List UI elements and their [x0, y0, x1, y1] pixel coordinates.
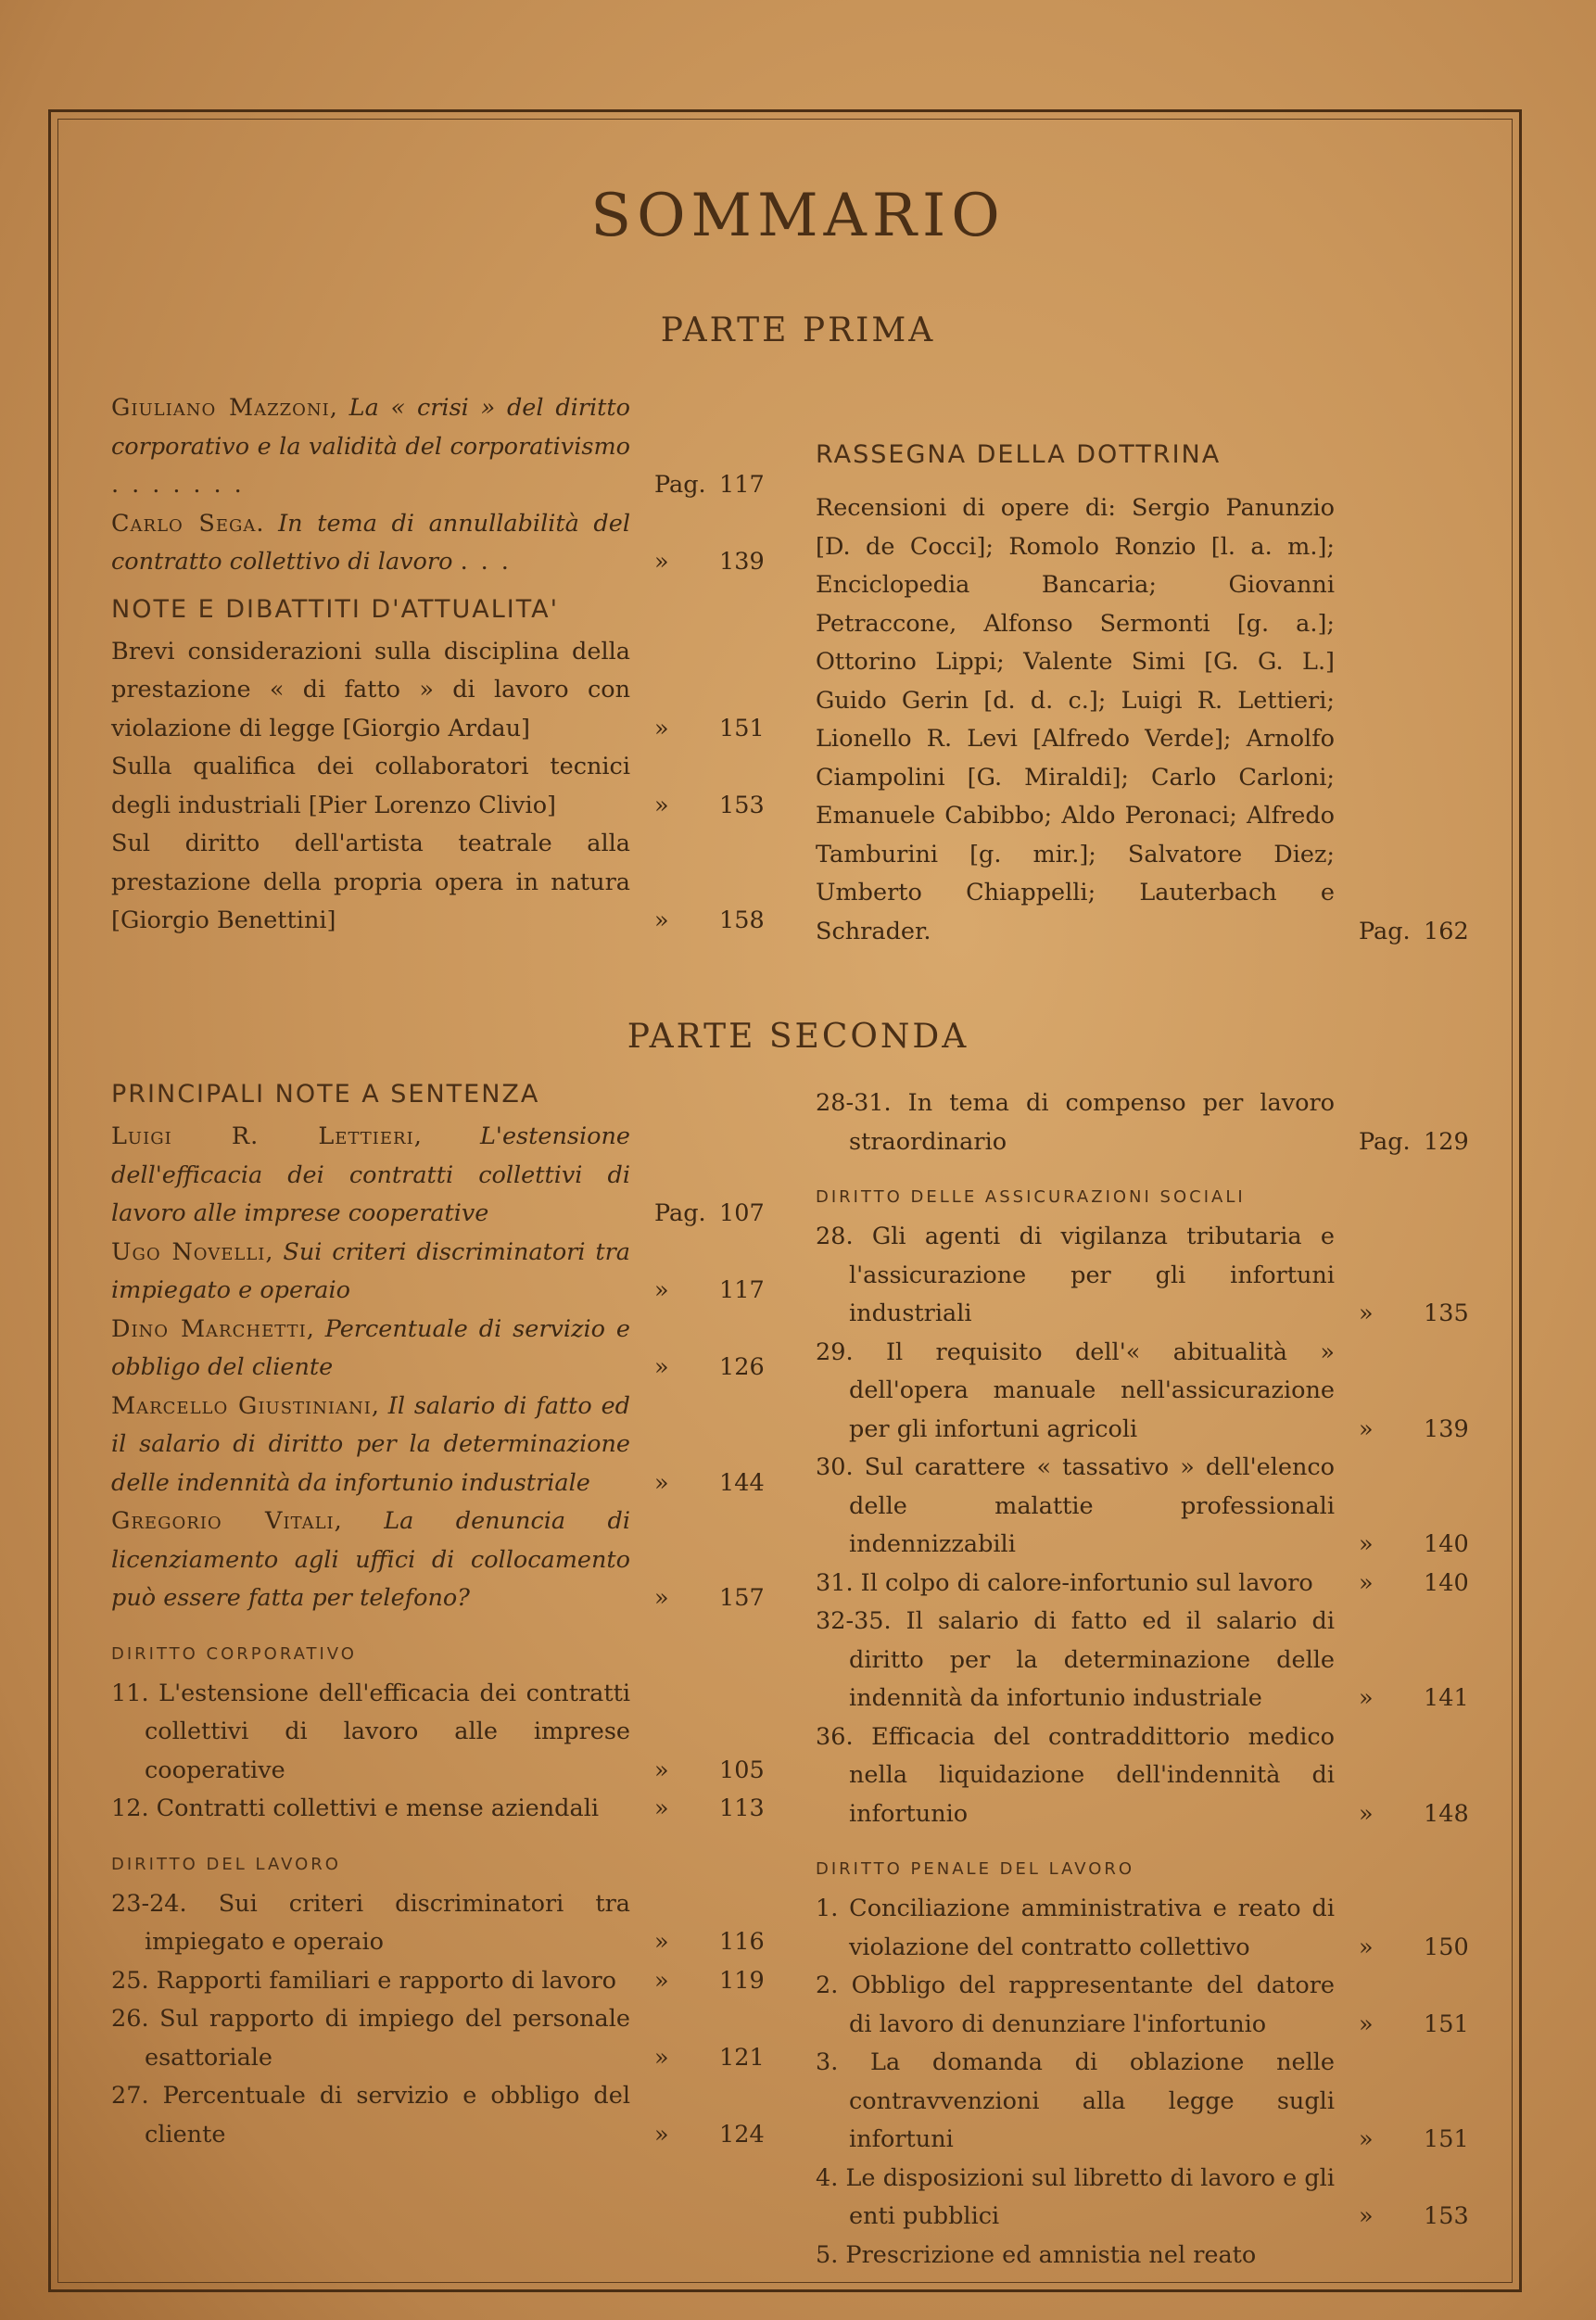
- page-number: 151: [1424, 2125, 1469, 2153]
- note-entry: Brevi considerazioni sulla disciplina della prestazione « di fatto » di lavoro con violazione di legge [Giorgio Ardau] » 151: [111, 633, 779, 749]
- page-number: 141: [1424, 1684, 1469, 1712]
- article-title: La « crisi » del diritto corporativo e la validità del corporativismo: [111, 394, 630, 461]
- note-entry: Marcello Giustiniani, Il salario di fatto ed il salario di diritto per la determinazione delle indennità da infortunio industriale » 144: [111, 1388, 779, 1503]
- list-item: 12. Contratti collettivi e mense aziendali » 113: [111, 1790, 779, 1829]
- note-entry: Gregorio Vitali, La denuncia di licenziamento agli uffici di collocamento può essere fatta per telefono? » 157: [111, 1502, 779, 1618]
- page-number: 151: [1424, 2009, 1469, 2038]
- list-item: 32-35. Il salario di fatto ed il salario di diritto per la determinazione delle indennità da infortunio industriale » 141: [816, 1603, 1483, 1718]
- note-entry: Ugo Novelli, Sui criteri discriminatori tra impiegato e operaio » 117: [111, 1234, 779, 1311]
- section-heading: DIRITTO DEL LAVORO: [111, 1854, 341, 1874]
- article-author: Carlo Sega: [111, 509, 257, 538]
- list-item: 11. L'estensione dell'efficacia dei contratti collettivi di lavoro alle imprese cooperative » 105: [111, 1675, 779, 1791]
- list-item: 2. Obbligo del rappresentante del datore di lavoro di denunziare l'infortunio » 151: [816, 1967, 1483, 2044]
- parte-seconda-right-column: [816, 1084, 1483, 2275]
- parte-seconda-heading: PARTE SECONDA: [627, 1018, 969, 1056]
- page-number: 158: [719, 906, 765, 934]
- list-item: 25. Rapporti familiari e rapporto di lavoro » 119: [111, 1962, 779, 2001]
- parte-prima-heading: PARTE PRIMA: [660, 311, 936, 349]
- page-title: SOMMARIO: [590, 182, 1006, 250]
- parte-seconda-left-column: [111, 1080, 779, 2154]
- section-heading: NOTE E DIBATTITI D'ATTUALITA': [111, 594, 560, 624]
- list-item: 31. Il colpo di calore-infortunio sul lavoro » 140: [816, 1565, 1483, 1604]
- note-entry: Luigi R. Lettieri, L'estensione dell'efficacia dei contratti collettivi di lavoro alle imprese cooperative Pag. 107: [111, 1118, 779, 1234]
- note-entry: Sulla qualifica dei collaboratori tecnici degli industriali [Pier Lorenzo Clivio] » 153: [111, 748, 779, 825]
- page-number: 148: [1424, 1799, 1469, 1828]
- page-number: 116: [719, 1928, 765, 1956]
- section-heading: DIRITTO PENALE DEL LAVORO: [816, 1859, 1135, 1879]
- page-number: 157: [719, 1584, 765, 1612]
- page-number: 113: [719, 1794, 765, 1822]
- rassegna-text: Recensioni di opere di: Sergio Panunzio [D. de Cocci]; Romolo Ronzio [l. a. m.]; Enciclopedia Bancaria; Giovanni Petraccone, Alfonso Sermonti [g. a.]; Ottorino Lippi; Valente Simi [G. G. L.] Guido Gerin [d. d. c.]; Luigi R. Lettieri; Lionello R. Levi [Alfredo Verde]; Arnolfo Ciampolini [G. Miraldi]; Carlo Carloni; Emanuele Cabibbo; Aldo Peronaci; Alfredo Tamburini [g. mir.]; Salvatore Diez; Umberto Chiappelli; Lauterbach e Schrader.: [816, 494, 1335, 945]
- list-item: 30. Sul carattere « tassativo » dell'elenco delle malattie professionali indennizzabili » 140: [816, 1449, 1483, 1565]
- page-number: 105: [719, 1756, 765, 1784]
- list-item: 4. Le disposizioni sul libretto di lavoro e gli enti pubblici » 153: [816, 2160, 1483, 2237]
- rassegna-entry: Recensioni di opere di: Sergio Panunzio [D. de Cocci]; Romolo Ronzio [l. a. m.]; Enciclopedia Bancaria; Giovanni Petraccone, Alfonso Sermonti [g. a.]; Ottorino Lippi; Valente Simi [G. G. L.] Guido Gerin [d. d. c.]; Luigi R. Lettieri; Lionello R. Levi [Alfredo Verde]; Arnolfo Ciampolini [G. Miraldi]; Carlo Carloni; Emanuele Cabibbo; Aldo Peronaci; Alfredo Tamburini [g. mir.]; Salvatore Diez; Umberto Chiappelli; Lauterbach e Schrader. Pag. 162: [816, 489, 1483, 951]
- page-number: 153: [719, 791, 765, 819]
- parte-prima-right-column: [816, 440, 1483, 951]
- page-number: 124: [719, 2120, 765, 2149]
- section-heading: DIRITTO DELLE ASSICURAZIONI SOCIALI: [816, 1187, 1246, 1207]
- page-number: 144: [719, 1468, 765, 1497]
- note-entry: Dino Marchetti, Percentuale di servizio e obbligo del cliente » 126: [111, 1311, 779, 1388]
- page-number: 140: [1424, 1568, 1469, 1597]
- list-item: 3. La domanda di oblazione nelle contravvenzioni alla legge sugli infortuni » 151: [816, 2044, 1483, 2160]
- page-number: 139: [1424, 1414, 1469, 1443]
- list-item: 28-31. In tema di compenso per lavoro straordinario Pag. 129: [816, 1084, 1483, 1161]
- section-heading: RASSEGNA DELLA DOTTRINA: [816, 440, 1222, 469]
- list-item: 27. Percentuale di servizio e obbligo del cliente » 124: [111, 2077, 779, 2154]
- list-item: 1. Conciliazione amministrativa e reato di violazione del contratto collettivo » 150: [816, 1890, 1483, 1967]
- article-entry: Giuliano Mazzoni, La « crisi » del diritto corporativo e la validità del corporativismo ....... Pag. 117: [111, 389, 779, 505]
- page-number: 139: [719, 548, 765, 576]
- page-number: 117: [719, 1276, 765, 1304]
- page-number: 117: [719, 471, 765, 499]
- list-item: 36. Efficacia del contraddittorio medico nella liquidazione dell'indennità di infortunio » 148: [816, 1718, 1483, 1834]
- page-number: 126: [719, 1353, 765, 1381]
- note-entry: Sul diritto dell'artista teatrale alla prestazione della propria opera in natura [Giorgio Benettini] » 158: [111, 825, 779, 941]
- list-item: 23-24. Sui criteri discriminatori tra impiegato e operaio » 116: [111, 1885, 779, 1962]
- page-number: 140: [1424, 1530, 1469, 1558]
- list-item: 28. Gli agenti di vigilanza tributaria e l'assicurazione per gli infortuni industriali » 135: [816, 1218, 1483, 1334]
- list-item: 26. Sul rapporto di impiego del personale esattoriale » 121: [111, 2000, 779, 2077]
- page-number: 107: [719, 1199, 765, 1227]
- page-number: 153: [1424, 2202, 1469, 2230]
- section-heading: PRINCIPALI NOTE A SENTENZA: [111, 1080, 540, 1109]
- parte-prima-left-column: [111, 389, 779, 941]
- page-number: 150: [1424, 1933, 1469, 1961]
- page-number: 121: [719, 2043, 765, 2072]
- page-number: 151: [719, 714, 765, 742]
- page-number: 135: [1424, 1299, 1469, 1327]
- article-author: Giuliano Mazzoni: [111, 394, 330, 422]
- section-heading: DIRITTO CORPORATIVO: [111, 1643, 357, 1664]
- list-item: 29. Il requisito dell'« abitualità » dell'opera manuale nell'assicurazione per gli infortuni agricoli » 139: [816, 1334, 1483, 1450]
- page-number: 129: [1424, 1127, 1469, 1156]
- article-title: In tema di annullabilità del contratto collettivo di lavoro: [111, 509, 630, 576]
- page-number: 162: [1424, 917, 1469, 945]
- article-entry: Carlo Sega. In tema di annullabilità del contratto collettivo di lavoro ... » 139: [111, 505, 779, 582]
- page-number: 119: [719, 1966, 765, 1995]
- list-item: 5. Prescrizione ed amnistia nel reato: [816, 2240, 1257, 2269]
